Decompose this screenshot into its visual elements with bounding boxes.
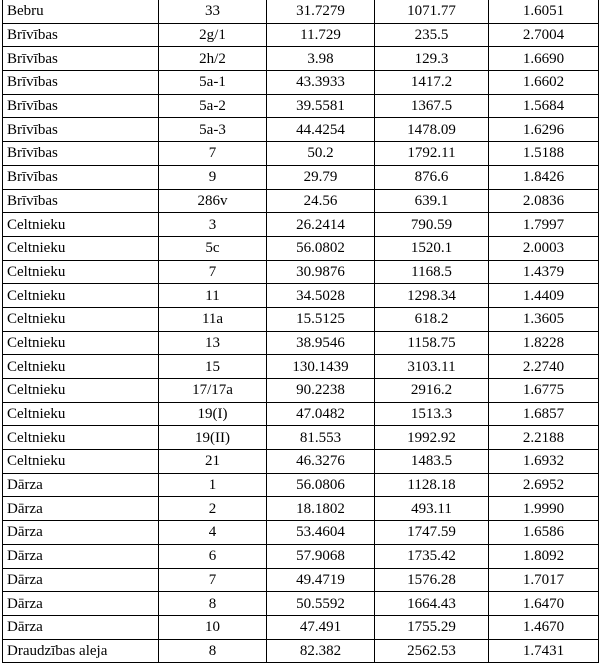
street-cell: Celtnieku [3,260,159,284]
value-a-cell: 49.4719 [267,568,375,592]
street-cell: Celtnieku [3,284,159,308]
ratio-cell: 2.2188 [489,426,599,450]
table-row [3,47,599,71]
street-cell: Brīvības [3,47,159,71]
house-number-cell: 7 [159,568,267,592]
value-b-cell: 1417.2 [375,71,489,95]
house-number-cell: 8 [159,592,267,616]
street-cell: Brīvības [3,165,159,189]
value-b-cell: 618.2 [375,307,489,331]
table-row [3,284,599,308]
table-row [3,379,599,403]
value-a-cell: 56.0802 [267,236,375,260]
value-a-cell: 26.2414 [267,213,375,237]
value-a-cell: 46.3276 [267,450,375,474]
value-a-cell: 50.2 [267,142,375,166]
table-row [3,402,599,426]
house-number-cell: 17/17a [159,379,267,403]
street-cell: Celtnieku [3,307,159,331]
ratio-cell: 1.8228 [489,331,599,355]
street-cell: Brīvības [3,23,159,47]
house-number-cell: 1 [159,473,267,497]
house-number-cell: 13 [159,331,267,355]
value-b-cell: 1792.11 [375,142,489,166]
ratio-cell: 1.9990 [489,497,599,521]
ratio-cell: 1.6932 [489,450,599,474]
value-b-cell: 493.11 [375,497,489,521]
house-number-cell: 5a-3 [159,118,267,142]
street-cell: Brīvības [3,71,159,95]
value-a-cell: 130.1439 [267,355,375,379]
value-a-cell: 24.56 [267,189,375,213]
house-number-cell: 19(II) [159,426,267,450]
value-b-cell: 129.3 [375,47,489,71]
table-row [3,0,599,23]
ratio-cell: 1.6602 [489,71,599,95]
street-cell: Brīvības [3,94,159,118]
house-number-cell: 6 [159,544,267,568]
table-row [3,450,599,474]
street-cell: Celtnieku [3,213,159,237]
table-row [3,260,599,284]
value-b-cell: 1158.75 [375,331,489,355]
table-row [3,331,599,355]
house-number-cell: 5c [159,236,267,260]
street-cell: Dārza [3,615,159,639]
house-number-cell: 7 [159,142,267,166]
street-cell: Bebru [3,0,159,23]
ratio-cell: 1.4670 [489,615,599,639]
value-a-cell: 38.9546 [267,331,375,355]
value-b-cell: 1735.42 [375,544,489,568]
table-row [3,189,599,213]
ratio-cell: 1.6051 [489,0,599,23]
value-b-cell: 876.6 [375,165,489,189]
value-a-cell: 34.5028 [267,284,375,308]
house-number-cell: 2h/2 [159,47,267,71]
street-cell: Celtnieku [3,331,159,355]
value-b-cell: 1520.1 [375,236,489,260]
street-cell: Celtnieku [3,426,159,450]
street-cell: Brīvības [3,189,159,213]
value-a-cell: 81.553 [267,426,375,450]
street-cell: Brīvības [3,142,159,166]
value-a-cell: 56.0806 [267,473,375,497]
value-b-cell: 2562.53 [375,639,489,663]
table-row [3,213,599,237]
value-b-cell: 235.5 [375,23,489,47]
value-b-cell: 1478.09 [375,118,489,142]
value-a-cell: 18.1802 [267,497,375,521]
value-a-cell: 47.491 [267,615,375,639]
house-number-cell: 4 [159,521,267,545]
ratio-cell: 2.6952 [489,473,599,497]
value-b-cell: 1664.43 [375,592,489,616]
street-cell: Dārza [3,592,159,616]
house-number-cell: 33 [159,0,267,23]
value-a-cell: 3.98 [267,47,375,71]
value-a-cell: 82.382 [267,639,375,663]
ratio-cell: 1.6775 [489,379,599,403]
table-row [3,497,599,521]
ratio-cell: 1.3605 [489,307,599,331]
table-row [3,639,599,663]
street-cell: Draudzības aleja [3,639,159,663]
ratio-cell: 1.5684 [489,94,599,118]
house-number-cell: 9 [159,165,267,189]
value-b-cell: 1168.5 [375,260,489,284]
data-table [2,0,599,663]
ratio-cell: 2.0003 [489,236,599,260]
value-a-cell: 11.729 [267,23,375,47]
ratio-cell: 1.4409 [489,284,599,308]
table-row [3,118,599,142]
value-a-cell: 43.3933 [267,71,375,95]
table-row [3,307,599,331]
value-b-cell: 3103.11 [375,355,489,379]
house-number-cell: 5a-2 [159,94,267,118]
house-number-cell: 15 [159,355,267,379]
ratio-cell: 2.7004 [489,23,599,47]
street-cell: Celtnieku [3,450,159,474]
street-cell: Dārza [3,544,159,568]
table-row [3,23,599,47]
house-number-cell: 8 [159,639,267,663]
ratio-cell: 1.7431 [489,639,599,663]
house-number-cell: 3 [159,213,267,237]
value-a-cell: 57.9068 [267,544,375,568]
street-cell: Celtnieku [3,379,159,403]
house-number-cell: 19(I) [159,402,267,426]
value-b-cell: 1992.92 [375,426,489,450]
value-b-cell: 1071.77 [375,0,489,23]
house-number-cell: 7 [159,260,267,284]
table-row [3,568,599,592]
table-row [3,426,599,450]
value-b-cell: 1747.59 [375,521,489,545]
ratio-cell: 1.8426 [489,165,599,189]
house-number-cell: 11a [159,307,267,331]
value-a-cell: 90.2238 [267,379,375,403]
value-a-cell: 31.7279 [267,0,375,23]
table-row [3,165,599,189]
ratio-cell: 1.5188 [489,142,599,166]
house-number-cell: 21 [159,450,267,474]
table-row [3,236,599,260]
value-b-cell: 1367.5 [375,94,489,118]
value-b-cell: 1576.28 [375,568,489,592]
house-number-cell: 2g/1 [159,23,267,47]
house-number-cell: 5a-1 [159,71,267,95]
house-number-cell: 10 [159,615,267,639]
value-a-cell: 30.9876 [267,260,375,284]
table-row [3,142,599,166]
ratio-cell: 1.6690 [489,47,599,71]
ratio-cell: 1.8092 [489,544,599,568]
table-row [3,544,599,568]
house-number-cell: 2 [159,497,267,521]
ratio-cell: 1.7997 [489,213,599,237]
value-b-cell: 1755.29 [375,615,489,639]
table-row [3,521,599,545]
ratio-cell: 1.4379 [489,260,599,284]
value-b-cell: 1298.34 [375,284,489,308]
street-cell: Dārza [3,568,159,592]
value-a-cell: 53.4604 [267,521,375,545]
value-b-cell: 1128.18 [375,473,489,497]
street-cell: Celtnieku [3,355,159,379]
table-row [3,355,599,379]
ratio-cell: 1.6586 [489,521,599,545]
street-cell: Dārza [3,521,159,545]
value-b-cell: 1483.5 [375,450,489,474]
street-cell: Celtnieku [3,402,159,426]
value-a-cell: 50.5592 [267,592,375,616]
value-a-cell: 29.79 [267,165,375,189]
ratio-cell: 2.2740 [489,355,599,379]
ratio-cell: 2.0836 [489,189,599,213]
ratio-cell: 1.6857 [489,402,599,426]
table-body [3,0,599,663]
table-row [3,592,599,616]
value-b-cell: 790.59 [375,213,489,237]
value-a-cell: 44.4254 [267,118,375,142]
table-row [3,473,599,497]
value-b-cell: 1513.3 [375,402,489,426]
value-b-cell: 2916.2 [375,379,489,403]
ratio-cell: 1.7017 [489,568,599,592]
value-a-cell: 15.5125 [267,307,375,331]
house-number-cell: 11 [159,284,267,308]
street-cell: Brīvības [3,118,159,142]
value-a-cell: 39.5581 [267,94,375,118]
street-cell: Celtnieku [3,236,159,260]
table-row [3,71,599,95]
table-row [3,94,599,118]
house-number-cell: 286v [159,189,267,213]
table-row [3,615,599,639]
value-b-cell: 639.1 [375,189,489,213]
street-cell: Dārza [3,473,159,497]
ratio-cell: 1.6296 [489,118,599,142]
ratio-cell: 1.6470 [489,592,599,616]
value-a-cell: 47.0482 [267,402,375,426]
street-cell: Dārza [3,497,159,521]
